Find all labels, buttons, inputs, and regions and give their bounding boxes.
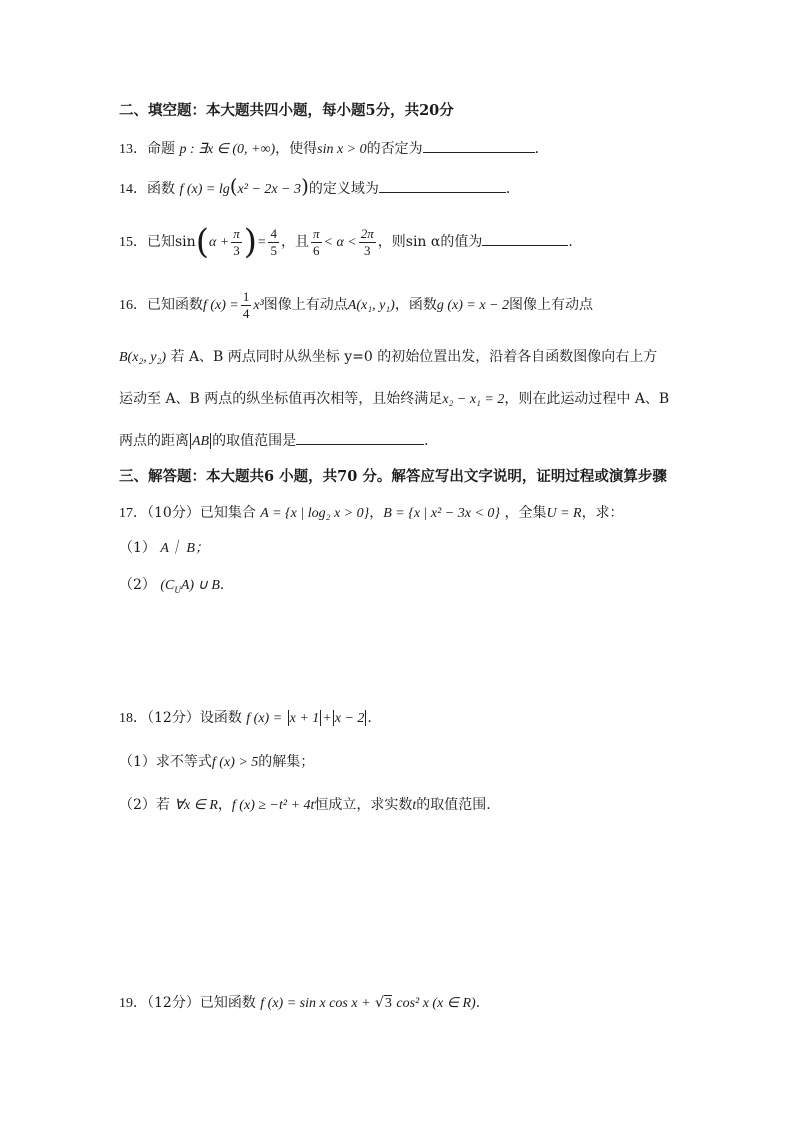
question-16-number: 16． bbox=[119, 298, 147, 313]
q18-p2-math-a: ∀x ∈ R bbox=[174, 798, 218, 813]
q16-text-b: 图像上有动点 bbox=[263, 297, 348, 313]
q13-answer-blank[interactable] bbox=[423, 138, 535, 153]
question-18-part-1 bbox=[119, 752, 314, 773]
question-17-number: 17． bbox=[119, 506, 147, 521]
q13-math-a: p : ∃x ∈ (0, +∞) bbox=[179, 142, 276, 157]
question-15: 15．已知sin(α + $\frac{\pi}{3}$ )= $\frac{4}{5}$ ，且 $\frac{\pi}{6}$ < α < $\frac{2\pi}{3}$ ，则sin α的值为 . bbox=[119, 222, 573, 262]
q16-line4-math: AB bbox=[192, 434, 210, 449]
q17-text-a: 已知集合 bbox=[199, 505, 256, 521]
q16-math-b: x³ bbox=[253, 298, 264, 313]
q14-answer-blank[interactable] bbox=[379, 178, 506, 193]
q15-text-c: ，则sin α的值为 bbox=[377, 234, 483, 250]
q16-answer-blank[interactable] bbox=[296, 430, 424, 445]
q18-p1-label: （1） bbox=[119, 754, 156, 770]
question-19: 19．（12分）已知函数 f (x) = sin x cos x + √3 cos² x (x ∈ R). bbox=[119, 995, 481, 1011]
q13-text-a: 命题 bbox=[147, 141, 175, 157]
q18-p2-t: t bbox=[412, 798, 417, 813]
q16-end: ． bbox=[424, 433, 439, 449]
question-13 bbox=[119, 138, 549, 160]
section-2-heading bbox=[119, 101, 454, 121]
q14-end: ． bbox=[505, 181, 520, 197]
q18-p1-text-a: 求不等式 bbox=[155, 754, 212, 770]
q18-end: . bbox=[367, 710, 372, 726]
q18-p2-label: （2） bbox=[119, 797, 156, 813]
q14-math-b: x² − 2x − 3 bbox=[237, 182, 302, 197]
q15-alpha-plus: α + bbox=[208, 235, 230, 250]
q17-p2-math: (C bbox=[160, 578, 175, 593]
q19-math-a: f (x) = sin x cos x + bbox=[260, 996, 371, 1011]
q18-plus: + bbox=[322, 711, 332, 726]
q18-p1-text-b: 的解集； bbox=[258, 754, 315, 770]
q16-math-a: f (x) = bbox=[203, 298, 239, 313]
q17-text-c: ，求： bbox=[581, 505, 624, 521]
q16-line2-text: 若 A、B 两点同时从纵坐标 y=0 的初始位置出发，沿着各自函数图像向右上方 bbox=[170, 349, 658, 365]
q17-p1-math: A｜ B； bbox=[160, 541, 209, 556]
q17-math-b: B = {x | x² − 3x < 0} bbox=[383, 506, 500, 521]
question-19-number: 19． bbox=[119, 996, 147, 1011]
q19-score: （12分） bbox=[147, 995, 200, 1011]
q17-text-b: ，全集 bbox=[504, 505, 547, 521]
q18-p1-math: f (x) > 5 bbox=[211, 755, 259, 770]
q18-abs2: x − 2 bbox=[334, 711, 365, 726]
q14-math-a: f (x) = lg bbox=[179, 182, 230, 197]
q18-abs1: x + 1 bbox=[289, 711, 320, 726]
q13-math-b: sin x > 0 bbox=[317, 142, 367, 157]
question-18-number: 18． bbox=[119, 711, 147, 726]
q16-frac-1-4: $\frac{1}{4}$ bbox=[242, 288, 250, 321]
q17-p2-label: （2） bbox=[119, 577, 156, 593]
question-13-number: 13． bbox=[119, 142, 147, 157]
q17-p2-sub: U bbox=[174, 584, 181, 595]
q17-sep: ， bbox=[369, 505, 384, 521]
question-18-part-2 bbox=[119, 795, 491, 816]
question-16-line-3 bbox=[119, 389, 669, 410]
q18-math-a: f (x) = bbox=[246, 711, 283, 726]
q15-end: . bbox=[568, 234, 573, 250]
q17-score: （10分） bbox=[147, 505, 200, 521]
question-18 bbox=[119, 708, 372, 729]
q19-text-a: 已知函数 bbox=[199, 995, 256, 1011]
question-16 bbox=[119, 283, 593, 328]
q17-p2-end: ． bbox=[219, 577, 234, 593]
q16-line4-text-a: 两点的距离 bbox=[119, 433, 189, 449]
q14-text-a: 函数 bbox=[147, 181, 175, 197]
q19-math-b: cos² x (x ∈ R) bbox=[396, 996, 476, 1011]
q19-sqrt3: 3 bbox=[384, 996, 392, 1011]
question-16-line-4 bbox=[119, 430, 438, 452]
q13-text-c: 的否定为 bbox=[366, 141, 423, 157]
q15-answer-blank[interactable] bbox=[482, 231, 568, 246]
q17-p2-rest: A) ∪ B bbox=[180, 578, 220, 593]
q16-line3-text-a: 运动至 A、B 两点的纵坐标值再次相等，且始终满足 bbox=[119, 391, 443, 407]
question-17-part-1 bbox=[119, 538, 209, 559]
q15-frac-pi-3: $\frac{\pi}{3}$ bbox=[233, 225, 240, 258]
section-2-heading-text: 二、填空题：本大题共四小题，每小题5分，共20分 bbox=[119, 102, 454, 119]
q16-text-c: ，函数 bbox=[394, 297, 437, 313]
q16-line2-math: B(x₂, y₂) bbox=[119, 350, 167, 365]
q15-text-a: 已知sin bbox=[147, 234, 196, 250]
q16-text-d: 图像上有动点 bbox=[509, 297, 593, 313]
q18-p2-text-a: 若 bbox=[155, 797, 170, 813]
q17-math-c: U = R bbox=[546, 506, 582, 521]
section-3-heading-text: 三、解答题：本大题共6 小题，共70 分。解答应写出文字说明，证明过程或演算步骤 bbox=[119, 468, 667, 485]
section-3-heading bbox=[119, 467, 667, 487]
q19-end: . bbox=[475, 995, 481, 1011]
question-17-part-2 bbox=[119, 575, 234, 600]
q15-text-b: ，且 bbox=[280, 234, 309, 250]
q16-line3-text-b: ，则在此运动过程中 A、B bbox=[504, 391, 670, 407]
q13-end: ． bbox=[534, 141, 549, 157]
q18-p2-sep: ， bbox=[217, 797, 232, 813]
q18-p2-text-b: 恒成立，求实数 bbox=[314, 797, 413, 813]
q14-text-b: 的定义域为 bbox=[308, 181, 379, 197]
q16-math-c: A(x₁, y₁) bbox=[347, 298, 395, 313]
q13-text-b: ，使得 bbox=[275, 141, 318, 157]
question-14: 14．函数 f (x) = lg(x² − 2x − 3)的定义域为 ． bbox=[119, 174, 520, 198]
q16-text-a: 已知函数 bbox=[147, 297, 203, 313]
question-14-number: 14． bbox=[119, 182, 147, 197]
q17-p1-label: （1） bbox=[119, 540, 156, 556]
q18-p2-text-c: 的取值范围. bbox=[416, 797, 491, 813]
q18-p2-math-b: f (x) ≥ −t² + 4t bbox=[231, 798, 315, 813]
q18-score: （12分） bbox=[147, 710, 200, 726]
question-15-number: 15． bbox=[119, 235, 147, 250]
q18-text-a: 设函数 bbox=[199, 710, 242, 726]
q16-line3-math: x₂ − x₁ = 2 bbox=[442, 392, 505, 407]
question-16-line-2 bbox=[119, 347, 657, 368]
q15-frac-2pi-3: $\frac{2\pi}{3}$ bbox=[360, 225, 374, 258]
q16-line4-text-b: 的取值范围是 bbox=[212, 433, 297, 449]
q15-eq: = bbox=[257, 235, 267, 250]
q16-math-d: g (x) = x − 2 bbox=[436, 298, 509, 313]
q15-lt: < α < bbox=[323, 235, 357, 250]
q17-math-a: A = {x | log₂ x > 0} bbox=[260, 506, 370, 521]
q15-frac-pi-6: $\frac{\pi}{6}$ bbox=[312, 225, 320, 258]
q15-frac-4-5: $\frac{4}{5}$ bbox=[270, 225, 277, 258]
question-17 bbox=[119, 503, 624, 524]
